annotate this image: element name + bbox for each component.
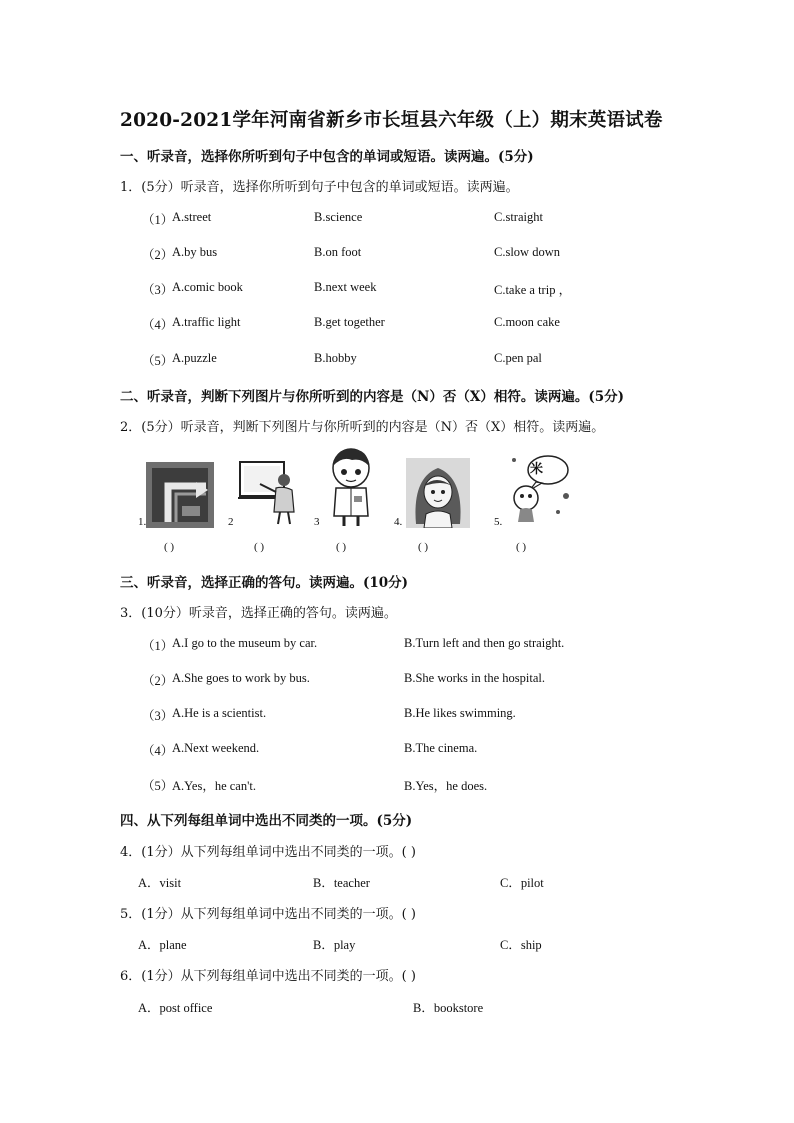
q3-row-5-option-b: B.Yes，he does.	[404, 779, 488, 793]
q4-option-a: A．visit	[138, 876, 182, 890]
q5-option-b: B．play	[313, 938, 356, 952]
q1-row-4-option-c: C.moon cake	[494, 315, 560, 329]
q3-row-2-number: （2）	[142, 674, 174, 688]
picture-3-label: 3	[314, 516, 320, 528]
picture-5-label: 5.	[494, 516, 503, 528]
q3-row-3-option-a: A.He is a scientist.	[172, 706, 267, 720]
q3-row-1-option-a: A.I go to the museum by car.	[172, 636, 318, 650]
question-2-stem: 2．(5分）听录音，判断下列图片与你所听到的内容是（N）否（X）相符。读两遍。	[120, 420, 605, 435]
q1-row-1-option-a: A.street	[172, 210, 212, 224]
question-5-stem: 5．(1分）从下列每组单词中选出不同类的一项。( )	[120, 907, 416, 922]
picture-3-answer-blank[interactable]: ( )	[336, 541, 347, 553]
q3-row-5-option-a: A.Yes，he can't.	[172, 779, 256, 793]
picture-1-label: 1.	[138, 516, 147, 528]
section-heading-3: 三、听录音，选择正确的答句。读两遍。(10分)	[120, 575, 409, 591]
q1-row-2-option-b: B.on foot	[314, 245, 362, 259]
q3-row-4-number: （4）	[142, 744, 174, 758]
q1-row-4-option-a: A.traffic light	[172, 315, 241, 329]
speech-bubble-text: 米	[530, 462, 544, 477]
q3-row-2-option-b: B.She works in the hospital.	[404, 671, 545, 685]
q4-option-b: B．teacher	[313, 876, 370, 890]
page-title: 2020-2021学年河南省新乡市长垣县六年级（上）期末英语试卷	[120, 110, 663, 131]
question-1-stem: 1．(5分）听录音，选择你所听到句子中包含的单词或短语。读两遍。	[120, 180, 519, 195]
road-sign-picture	[146, 462, 214, 528]
picture-1-answer-blank[interactable]: ( )	[164, 541, 175, 553]
q1-row-1-option-c: C.straight	[494, 210, 543, 224]
section-heading-2: 二、听录音，判断下列图片与你所听到的内容是（N）否（X）相符。读两遍。(5分)	[120, 389, 624, 405]
q3-row-3-number: （3）	[142, 709, 174, 723]
question-6-stem: 6．(1分）从下列每组单词中选出不同类的一项。( )	[120, 969, 416, 984]
girl-picture	[406, 458, 470, 528]
q3-row-5-number: （5）	[142, 779, 174, 793]
q1-row-4-number: （4）	[142, 318, 174, 332]
q3-row-4-option-b: B.The cinema.	[404, 741, 478, 755]
q1-row-3-number: （3）	[142, 283, 174, 297]
q1-row-5-option-a: A.puzzle	[172, 351, 217, 365]
q1-row-5-option-c: C.pen pal	[494, 351, 542, 365]
q6-option-a: A．post office	[138, 1001, 213, 1015]
q3-row-3-option-b: B.He likes swimming.	[404, 706, 516, 720]
question-3-stem: 3．(10分）听录音，选择正确的答句。读两遍。	[120, 606, 397, 621]
q3-row-4-option-a: A.Next weekend.	[172, 741, 260, 755]
picture-2-label: 2	[228, 516, 234, 528]
q1-row-4-option-b: B.get together	[314, 315, 385, 329]
section-heading-1: 一、听录音，选择你所听到句子中包含的单词或短语。读两遍。(5分)	[120, 149, 534, 165]
q1-row-3-option-b: B.next week	[314, 280, 377, 294]
q1-row-3-option-c: C.take a trip ，	[494, 283, 572, 297]
q6-option-b: B．bookstore	[413, 1001, 484, 1015]
picture-4-answer-blank[interactable]: ( )	[418, 541, 429, 553]
q4-option-c: C．pilot	[500, 876, 544, 890]
q3-row-1-number: （1）	[142, 639, 174, 653]
q1-row-1-option-b: B.science	[314, 210, 363, 224]
question-4-stem: 4．(1分）从下列每组单词中选出不同类的一项。( )	[120, 845, 416, 860]
q1-row-5-number: （5）	[142, 354, 174, 368]
picture-4-label: 4.	[394, 516, 403, 528]
q5-option-c: C．ship	[500, 938, 542, 952]
scientist-boy-picture	[326, 446, 376, 528]
q3-row-2-option-a: A.She goes to work by bus.	[172, 671, 310, 685]
picture-2-answer-blank[interactable]: ( )	[254, 541, 265, 553]
q1-row-3-option-a: A.comic book	[172, 280, 243, 294]
q1-row-2-option-a: A.by bus	[172, 245, 218, 259]
q5-option-a: A．plane	[138, 938, 187, 952]
picture-5-answer-blank[interactable]: ( )	[516, 541, 527, 553]
q1-row-2-option-c: C.slow down	[494, 245, 560, 259]
q3-row-1-option-b: B.Turn left and then go straight.	[404, 636, 565, 650]
q1-row-1-number: （1）	[142, 213, 174, 227]
teacher-picture	[238, 458, 300, 528]
q1-row-5-option-b: B.hobby	[314, 351, 357, 365]
q1-row-2-number: （2）	[142, 248, 174, 262]
section-heading-4: 四、从下列每组单词中选出不同类的一项。(5分)	[120, 813, 413, 829]
